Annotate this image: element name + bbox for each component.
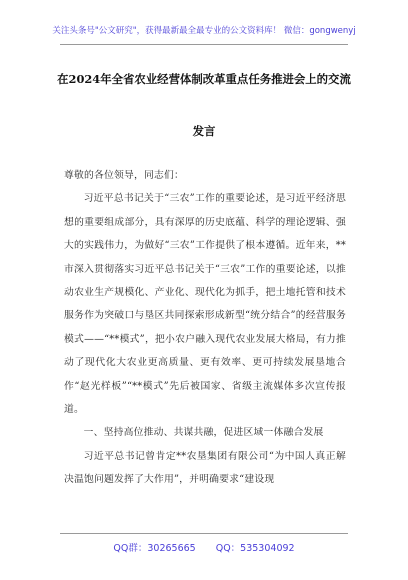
document-title-line1: 在2024年全省农业经营体制改革重点任务推进会上的交流 [57, 72, 351, 86]
document-body [64, 164, 346, 492]
document-title-line2: 发言 [192, 124, 216, 138]
section-heading-1: 一、坚持高位推动、共谋共融，促进区域一体融合发展 [83, 427, 324, 439]
header-banner: 关注头条号"公文研究"，获得最新最全最专业的公文资料库！ 微信：gongwenyj [52, 26, 356, 36]
footer-qq-group: QQ群：30265665 [113, 543, 196, 554]
body-paragraph-1: 习近平总书记关于“三农”工作的重要论述，是习近平经济思想的重要组成部分，具有深厚的历史底蕴、科学的理论逻辑、强大的实践伟力，为做好“三农”工作提供了根本遵循。近年来，**市深入贯彻落实习近平总书记关于“三农”工作的重要论述，以推动农业生产规模化、产业化、现代化为抓手，把土地托管和技术服务作为突破口与垦区共同探索形成新型“统分结合”的经营服务模式——“**模式”，把小农户融入现代农业发展大格局，有力推动了现代化大农业更高质量、更有效率、更可持续发展垦地合作“赵光样板”“**模式”先后被国家、省级主流媒体多次宣传报道。 [64, 193, 346, 416]
header-divider [60, 44, 348, 45]
salutation: 尊敬的各位领导，同志们： [64, 170, 184, 181]
footer-qq: QQ：535304092 [215, 543, 295, 554]
body-paragraph-2: 习近平总书记曾肯定**农垦集团有限公司“为中国人真正解决温饱问题发挥了大作用”，并明确要求“建设现 [64, 450, 346, 486]
footer [0, 540, 408, 554]
footer-divider [60, 533, 348, 534]
